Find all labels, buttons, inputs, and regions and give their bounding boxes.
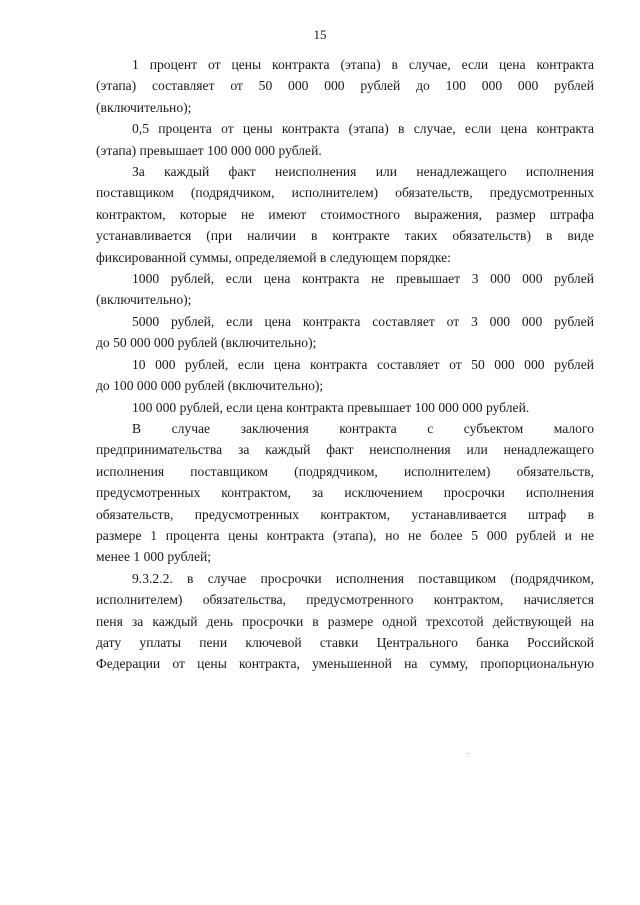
text-line: 0,5 процента от цены контракта (этапа) в случае, если цена контракта (132, 121, 594, 137)
paragraph (96, 397, 594, 418)
text-line: обязательств, предусмотренных контрактом, устанавливается штраф в (96, 506, 594, 522)
page-number: 15 (313, 27, 327, 42)
text-line: предусмотренных контрактом, за исключением просрочки исполнения (96, 485, 594, 501)
paragraph (96, 54, 594, 118)
text-line: контрактом, которые не имеют стоимостного выражения, размер штрафа (96, 206, 594, 222)
text-line: устанавливается (при наличии в контракте таких обязательств) в виде (96, 228, 594, 244)
paragraph (96, 161, 594, 268)
text-line: дату уплаты пени ключевой ставки Центрального банка Российской (96, 634, 594, 650)
paragraph (96, 418, 594, 568)
paragraph (96, 568, 594, 675)
text-line: исполнителем) обязательства, предусмотренного контрактом, начисляется (96, 592, 594, 608)
scan-speck (467, 753, 468, 754)
paragraph (96, 268, 594, 311)
text-line: пеня за каждый день просрочки в размере одной трехсотой действующей на (96, 613, 594, 629)
text-line: В случае заключения контракта с субъектом малого (132, 420, 594, 436)
text-line: менее 1 000 рублей; (96, 549, 212, 565)
text-line: (этапа) составляет от 50 000 000 рублей до 100 000 000 рублей (96, 78, 594, 94)
text-line: Федерации от цены контракта, уменьшенной на сумму, пропорциональную (96, 656, 594, 672)
text-line: до 50 000 000 рублей (включительно); (96, 335, 317, 351)
text-line: размере 1 процента цены контракта (этапа), но не более 5 000 рублей и не (96, 527, 594, 543)
text-line: 5000 рублей, если цена контракта составляет от 3 000 000 рублей (132, 313, 594, 329)
text-line: 9.3.2.2. в случае просрочки исполнения поставщиком (подрядчиком, (132, 570, 594, 586)
text-line: фиксированной суммы, определяемой в следующем порядке: (96, 249, 451, 265)
text-line: исполнения поставщиком (подрядчиком, исполнителем) обязательств, (96, 463, 594, 479)
text-line: предпринимательства за каждый факт неисполнения или ненадлежащего (96, 442, 594, 458)
text-line: 10 000 рублей, если цена контракта составляет от 50 000 000 рублей (132, 356, 594, 372)
paragraph (96, 354, 594, 397)
text-line: (этапа) превышает 100 000 000 рублей. (96, 142, 322, 158)
paragraph (96, 311, 594, 354)
text-line: до 100 000 000 рублей (включительно); (96, 378, 324, 394)
text-line: 100 000 рублей, если цена контракта превышает 100 000 000 рублей. (132, 399, 530, 415)
text-line: (включительно); (96, 292, 192, 308)
text-line: (включительно); (96, 99, 192, 115)
paragraph (96, 118, 594, 161)
text-line: За каждый факт неисполнения или ненадлежащего исполнения (132, 164, 594, 180)
text-line: поставщиком (подрядчиком, исполнителем) обязательств, предусмотренных (96, 185, 594, 201)
document-body (96, 54, 594, 675)
text-line: 1000 рублей, если цена контракта не превышает 3 000 000 рублей (132, 271, 594, 287)
text-line: 1 процент от цены контракта (этапа) в случае, если цена контракта (132, 57, 594, 72)
